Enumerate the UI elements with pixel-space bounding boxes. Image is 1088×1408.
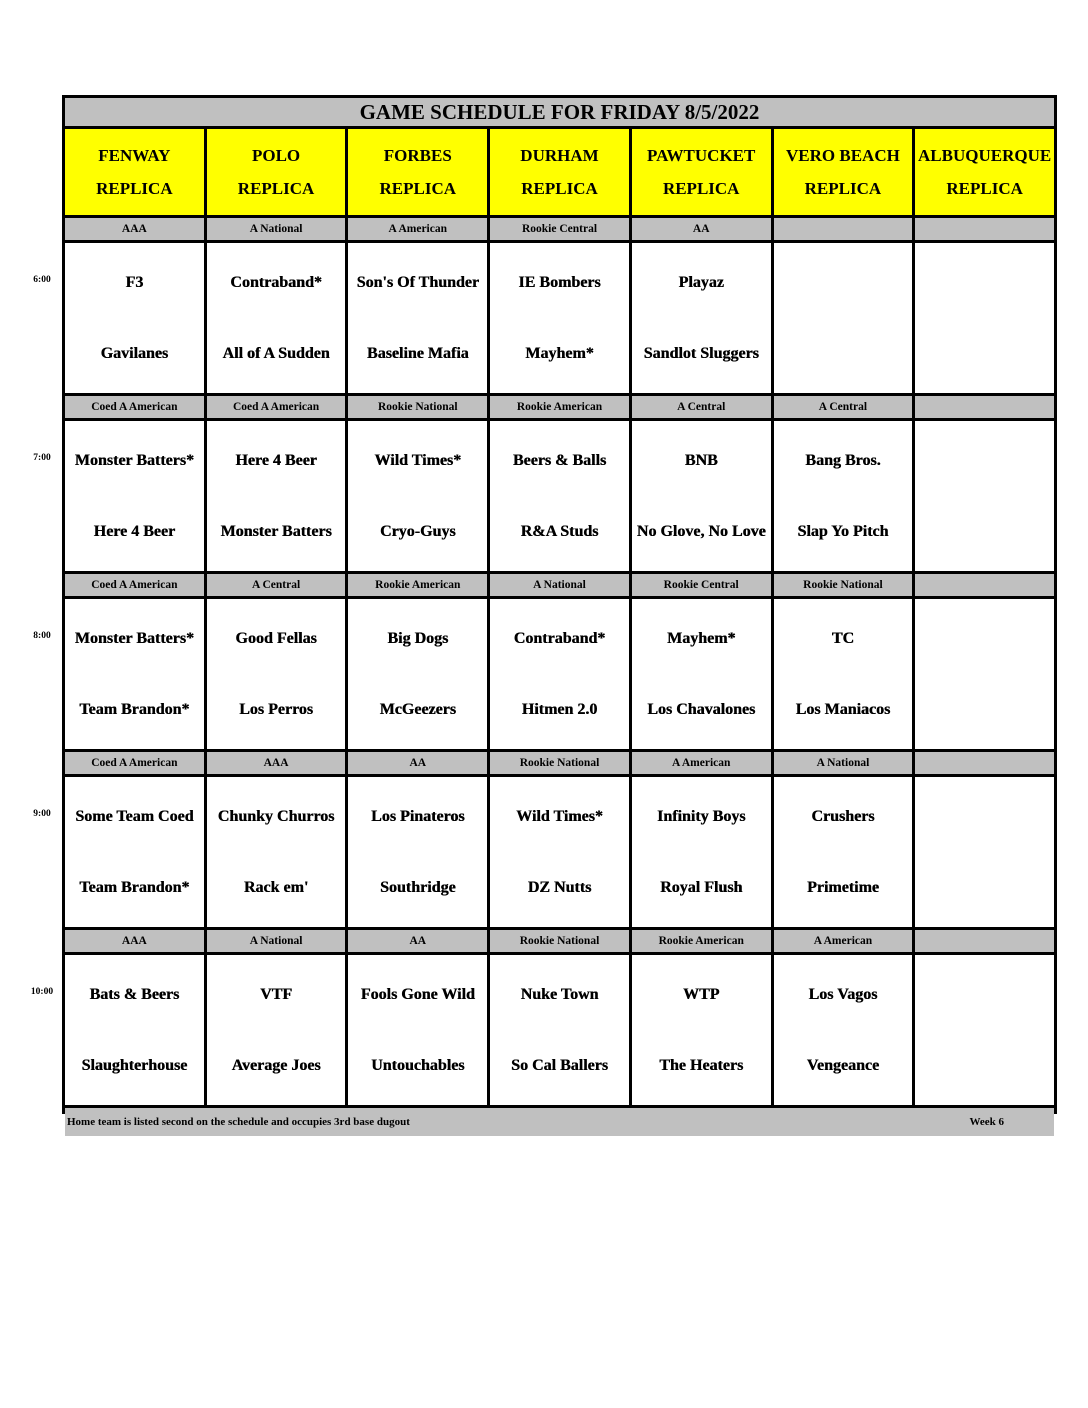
field-name: POLO (251, 146, 301, 165)
home-team: So Cal Ballers (511, 1056, 608, 1074)
game-cell (65, 955, 204, 1105)
field-subtitle: REPLICA (946, 179, 1023, 198)
game-cell (774, 955, 913, 1105)
league-label: Rookie Central (490, 218, 629, 240)
home-team: Slap Yo Pitch (797, 522, 889, 540)
league-label: AAA (207, 752, 346, 774)
field-subtitle: REPLICA (379, 179, 457, 198)
game-cell (632, 599, 771, 749)
league-label (774, 218, 913, 240)
away-team: Bang Bros. (805, 451, 881, 469)
field-subtitle: REPLICA (96, 179, 173, 198)
away-team: Beers & Balls (512, 451, 607, 469)
field-name: DURHAM (520, 146, 599, 165)
field-header (774, 129, 913, 215)
league-label: A American (632, 752, 771, 774)
time-label: 7:00 (33, 453, 51, 463)
home-team: McGeezers (379, 700, 456, 718)
league-label: A National (207, 930, 346, 952)
league-label: A National (207, 218, 346, 240)
home-team: Royal Flush (660, 878, 743, 896)
time-label: 8:00 (33, 631, 51, 641)
home-team: Gavilanes (100, 344, 169, 362)
league-label: AA (348, 752, 487, 774)
away-team: F3 (125, 273, 144, 291)
schedule-title: GAME SCHEDULE FOR FRIDAY 8/5/2022 (65, 98, 1054, 126)
league-label: A American (774, 930, 913, 952)
away-team: Monster Batters* (74, 451, 194, 469)
time-label: 9:00 (33, 809, 51, 819)
home-team: Los Maniacos (795, 700, 891, 718)
league-label (915, 574, 1054, 596)
league-label: Rookie American (632, 930, 771, 952)
field-name: PAWTUCKET (647, 146, 756, 165)
game-cell (632, 955, 771, 1105)
away-team: Los Pinateros (371, 807, 465, 825)
away-team: Monster Batters* (74, 629, 194, 647)
game-cell (65, 421, 204, 571)
game-cell (915, 599, 1054, 749)
game-cell (65, 599, 204, 749)
home-team: Rack em' (243, 878, 309, 896)
time-label: 10:00 (30, 987, 54, 997)
away-team: Good Fellas (235, 629, 317, 647)
field-subtitle: REPLICA (804, 179, 882, 198)
field-subtitle: REPLICA (521, 179, 598, 198)
league-label: AAA (65, 218, 204, 240)
home-team: Los Chavalones (647, 700, 756, 718)
game-cell (915, 243, 1054, 393)
game-cell (207, 421, 346, 571)
home-team: Average Joes (231, 1056, 321, 1074)
home-team: Cryo-Guys (380, 522, 456, 540)
field-name: FENWAY (98, 146, 171, 165)
home-team: Monster Batters (220, 522, 332, 540)
league-label: AA (632, 218, 771, 240)
home-team: DZ Nutts (527, 878, 592, 896)
league-label (915, 930, 1054, 952)
home-team: Slaughterhouse (81, 1056, 188, 1074)
home-team: No Glove, No Love (636, 522, 766, 540)
field-header (490, 129, 629, 215)
game-cell (490, 243, 629, 393)
game-cell (774, 599, 913, 749)
field-header (207, 129, 346, 215)
league-label: Coed A American (65, 396, 204, 418)
league-label (915, 218, 1054, 240)
game-cell (207, 955, 346, 1105)
game-cell (490, 599, 629, 749)
away-team: BNB (684, 451, 718, 469)
away-team: VTF (260, 985, 293, 1003)
away-team: Crushers (811, 807, 875, 825)
field-name: FORBES (383, 146, 452, 165)
league-label: A Central (207, 574, 346, 596)
game-cell (915, 955, 1054, 1105)
home-team: Mayhem* (525, 344, 594, 362)
league-label: Rookie American (490, 396, 629, 418)
field-name: ALBUQUERQUE (918, 146, 1052, 165)
away-team: Son's Of Thunder (356, 273, 479, 291)
home-team: R&A Studs (520, 522, 599, 540)
away-team: Los Vagos (808, 985, 878, 1003)
away-team: Big Dogs (387, 629, 449, 647)
week-label: Week 6 (969, 1116, 1004, 1128)
home-team: Untouchables (371, 1056, 465, 1074)
home-team: Team Brandon* (79, 700, 190, 718)
footer-bar (65, 1108, 1054, 1136)
home-team: Sandlot Sluggers (643, 344, 759, 362)
footer-note: Home team is listed second on the schedule and occupies 3rd base dugout (67, 1116, 410, 1128)
field-header (65, 129, 204, 215)
game-cell (915, 421, 1054, 571)
league-label: Rookie National (348, 396, 487, 418)
game-cell (490, 421, 629, 571)
game-cell (915, 777, 1054, 927)
game-cell (490, 777, 629, 927)
home-team: Los Perros (239, 700, 314, 718)
field-subtitle: REPLICA (662, 179, 740, 198)
game-cell (207, 777, 346, 927)
home-team: Team Brandon* (79, 878, 190, 896)
away-team: IE Bombers (518, 273, 601, 291)
game-cell (774, 421, 913, 571)
league-label: AA (348, 930, 487, 952)
game-cell (348, 955, 487, 1105)
away-team: Bats & Beers (89, 985, 180, 1003)
game-cell (632, 243, 771, 393)
away-team: Contraband* (513, 629, 606, 647)
league-label: A Central (632, 396, 771, 418)
away-team: Chunky Churros (217, 807, 335, 825)
game-cell (774, 243, 913, 393)
home-team: Southridge (379, 878, 456, 896)
league-label: Coed A American (207, 396, 346, 418)
game-cell (348, 421, 487, 571)
league-label: Rookie American (348, 574, 487, 596)
home-team: Vengeance (806, 1056, 880, 1074)
away-team: Playaz (678, 273, 724, 291)
time-label: 6:00 (33, 275, 51, 285)
away-team: Fools Gone Wild (360, 985, 475, 1003)
league-label: Rookie National (774, 574, 913, 596)
field-name: VERO BEACH (786, 146, 900, 165)
league-label: AAA (65, 930, 204, 952)
home-team: Here 4 Beer (93, 522, 176, 540)
away-team: Here 4 Beer (235, 451, 317, 469)
schedule-grid (65, 98, 1054, 1128)
league-label: A National (490, 574, 629, 596)
league-label: Coed A American (65, 752, 204, 774)
home-team: Hitmen 2.0 (521, 700, 598, 718)
home-team: The Heaters (659, 1056, 744, 1074)
league-label: Coed A American (65, 574, 204, 596)
field-header (915, 129, 1054, 215)
game-cell (348, 599, 487, 749)
league-label: A National (774, 752, 913, 774)
game-cell (632, 421, 771, 571)
game-cell (632, 777, 771, 927)
field-header (348, 129, 487, 215)
game-cell (207, 599, 346, 749)
home-team: Primetime (806, 878, 879, 896)
field-subtitle: REPLICA (237, 179, 315, 198)
league-label: Rookie Central (632, 574, 771, 596)
home-team: All of A Sudden (222, 344, 330, 362)
away-team: Wild Times* (374, 451, 462, 469)
league-label: Rookie National (490, 930, 629, 952)
away-team: Wild Times* (516, 807, 603, 825)
league-label: A Central (774, 396, 913, 418)
game-cell (65, 243, 204, 393)
game-cell (65, 777, 204, 927)
away-team: Infinity Boys (656, 807, 746, 825)
league-label (915, 396, 1054, 418)
league-label: A American (348, 218, 487, 240)
league-label (915, 752, 1054, 774)
game-cell (207, 243, 346, 393)
home-team: Baseline Mafia (366, 344, 469, 362)
away-team: Nuke Town (520, 985, 599, 1003)
away-team: TC (831, 629, 855, 647)
game-cell (348, 243, 487, 393)
away-team: Some Team Coed (75, 807, 194, 825)
field-header (632, 129, 771, 215)
away-team: WTP (682, 985, 720, 1003)
league-label: Rookie National (490, 752, 629, 774)
away-team: Contraband* (230, 273, 322, 291)
game-cell (348, 777, 487, 927)
game-cell (774, 777, 913, 927)
away-team: Mayhem* (666, 629, 736, 647)
schedule-table (62, 95, 1057, 1128)
game-cell (490, 955, 629, 1105)
